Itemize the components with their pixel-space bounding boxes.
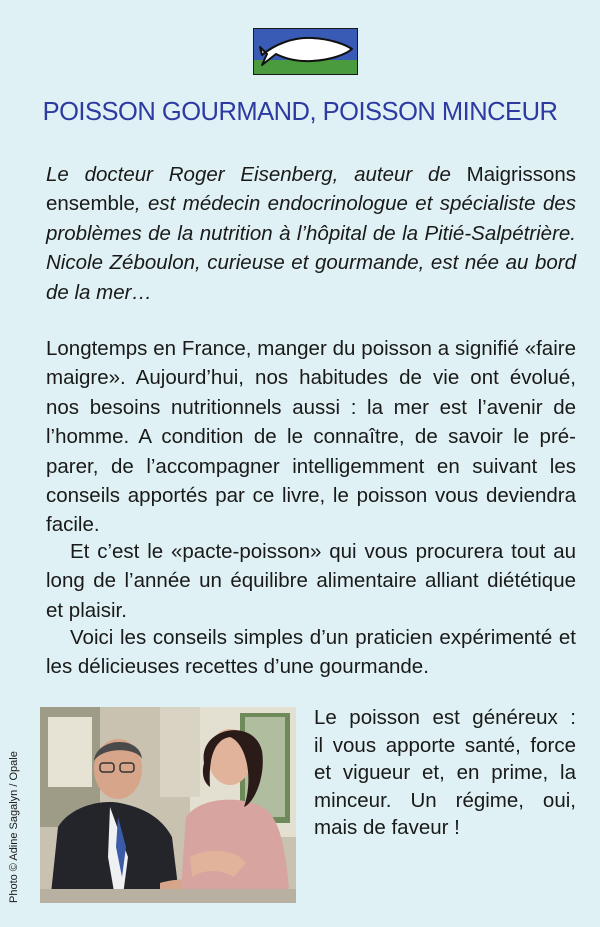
side-text-line: il vous apporte santé, force <box>314 733 576 757</box>
author-intro <box>46 160 576 307</box>
side-text-line: minceur. Un régime, oui, <box>314 788 576 812</box>
body-paragraph-1: Longtemps en France, manger du poisson a signifié «faire maigre». Aujourd’hui, nos habitudes de vie ont évolué, nos besoins nutritionnels aussi : la mer est l’avenir de l’homme. A condition de le connaître, de savoir le préparer, de l’accompagner intelligemment en suivant les conseils apportés par ce livre, le poisson vous deviendra facile. <box>46 337 576 537</box>
intro-text-end: , est médecin endocrinologue et spécialiste des problèmes de la nutrition à l’hôpital de la Pitié-Salpétrière. Nicole Zéboulon, curieuse et gourmande, est née au bord de la mer… <box>46 192 576 304</box>
book-title: Maigrissons ensemble <box>46 163 576 216</box>
side-text-line: Le poisson est généreux : <box>314 706 576 729</box>
side-text-line: et vigueur et, en prime, la <box>314 761 576 784</box>
body-paragraph-2: Et c’est le «pacte-poisson» qui vous procurera tout au long de l’année un équilibre alimentaire alliant diététique et plaisir. <box>46 540 576 622</box>
page-title: POISSON GOURMAND, POISSON MINCEUR <box>42 98 558 126</box>
author-photo <box>40 707 296 903</box>
intro-text-start: Le docteur Roger Eisenberg, auteur de <box>46 163 467 186</box>
side-text <box>314 704 576 842</box>
side-text-line: mais de faveur ! <box>314 816 460 839</box>
body-paragraph-3: Voici les conseils simples d’un praticien expérimenté et les délicieuses recettes d’une gourmande. <box>46 626 576 679</box>
fish-logo-icon <box>253 28 358 75</box>
photo-credit: Photo © Adine Sagalyn / Opale <box>8 751 20 903</box>
